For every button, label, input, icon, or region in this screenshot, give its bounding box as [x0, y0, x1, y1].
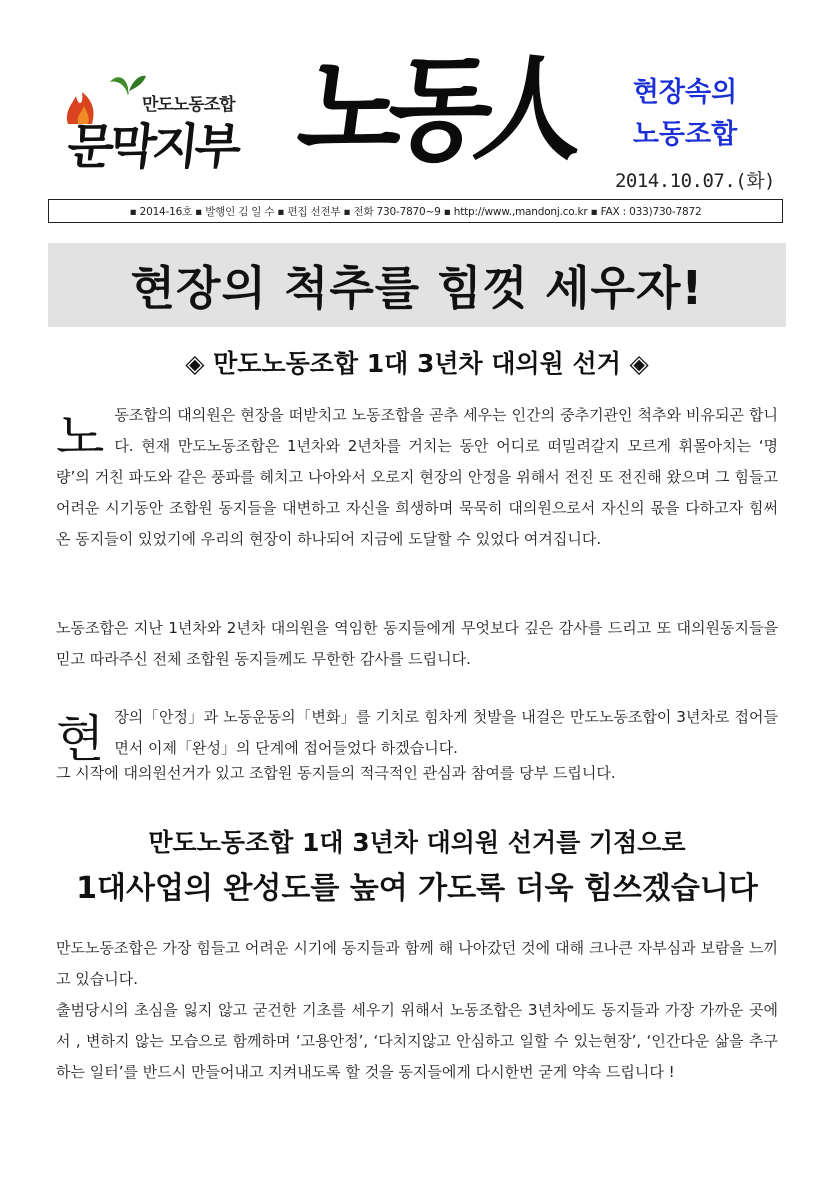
union-logo [60, 62, 270, 175]
article-section-4-para-1: 만도노동조합은 가장 힘들고 어려운 시기에 동지들과 함께 해 나아갔던 것에 대해 크나큰 자부심과 보람을 느끼고 있습니다. [56, 939, 778, 988]
article-section-3-text: 장의「안정」과 노동운동의「변화」를 기치로 힘차게 첫발을 내걸은 만도노동조합이 3년차로 접어들면서 이제「완성」의 단계에 접어들었다 하겠습니다. [114, 708, 778, 757]
article-section-3-closing [56, 758, 778, 789]
slogan-line-1: 만도노동조합 1대 3년차 대의원 선거를 기점으로 [148, 828, 686, 857]
tagline-line-2: 노동조합 [632, 119, 738, 150]
slogan [48, 820, 786, 912]
article-section-1-text: 동조합의 대의원은 현장을 떠받치고 노동조합을 곧추 세우는 인간의 중추기관인 척추와 비유되곤 합니다. 현재 만도노동조합은 1년차와 2년차를 거치는 동안 어디로 떠밀려갈지 모르게 휘몰아치는 ‘명량’의 거친 파도와 같은 풍파를 헤치고 나아와서 오로지 현장의 안정을 위해서 전진 또 전진해 왔으며 그 힘들고 어려운 시기동안 조합원 동지들을 대변하고 자신을 희생하며 묵묵히 대의원으로서 자신의 몫을 다하고자 힘써 온 동지들이 있었기에 우리의 현장이 하나되어 지금에 도달할 수 있었다 여겨집니다. [56, 406, 778, 548]
headline-text: 현장의 척추를 힘껏 세우자! [130, 261, 704, 315]
article-section-1 [56, 400, 778, 555]
publication-info-text: ▪ 2014-16호 ▪ 발행인 김 일 수 ▪ 편집 선전부 ▪ 전화 730-7870~9 ▪ http://www.,mandonj.co.kr ▪ FAX : 033)730-7872 [129, 205, 702, 218]
masthead-title: 노동人 [291, 43, 578, 177]
dropcap: 노 [56, 408, 105, 466]
article-section-4-para-2: 출범당시의 초심을 잃지 않고 굳건한 기초를 세우기 위해서 노동조합은 3년차에도 동지들과 가장 가까운 곳에서 , 변하지 않는 모습으로 함께하며 ‘고용안정’, ‘다치지않고 안심하고 일할 수 있는현장’, ‘인간다운 삶을 추구하는 일터’를 반드시 만들어내고 지켜내도록 할 것을 동지들에게 다시한번 굳게 약속 드립니다 ! [56, 1001, 778, 1081]
tagline-line-1: 현장속의 [632, 77, 738, 108]
article-section-3 [56, 702, 778, 768]
article-section-3-closing-text: 그 시작에 대의원선거가 있고 조합원 동지들의 적극적인 관심과 참여를 당부 드립니다. [56, 764, 616, 782]
subheadline: ◈ 만도노동조합 1대 3년차 대의원 선거 ◈ [185, 349, 649, 378]
article-section-2-text: 노동조합은 지난 1년차와 2년차 대의원을 역임한 동지들에게 무엇보다 깊은 감사를 드리고 또 대의원동지들을 믿고 따라주신 전체 조합원 동지들께도 무한한 감사를 드립니다. [56, 619, 778, 668]
tagline [590, 72, 780, 156]
publication-info-bar [48, 199, 783, 223]
article-section-2 [56, 613, 778, 675]
logo-union-name: 만도노동조합 [142, 95, 235, 115]
logo-branch-name: 문막지부 [64, 119, 240, 175]
headline-banner [48, 243, 786, 327]
newsletter-masthead [291, 43, 578, 195]
issue-date: 2014.10.07.(화) [614, 170, 775, 192]
slogan-line-2: 1대사업의 완성도를 높여 가도록 더욱 힘쓰겠습니다 [76, 871, 758, 906]
dropcap: 현 [56, 710, 105, 768]
article-section-4 [56, 933, 778, 1088]
